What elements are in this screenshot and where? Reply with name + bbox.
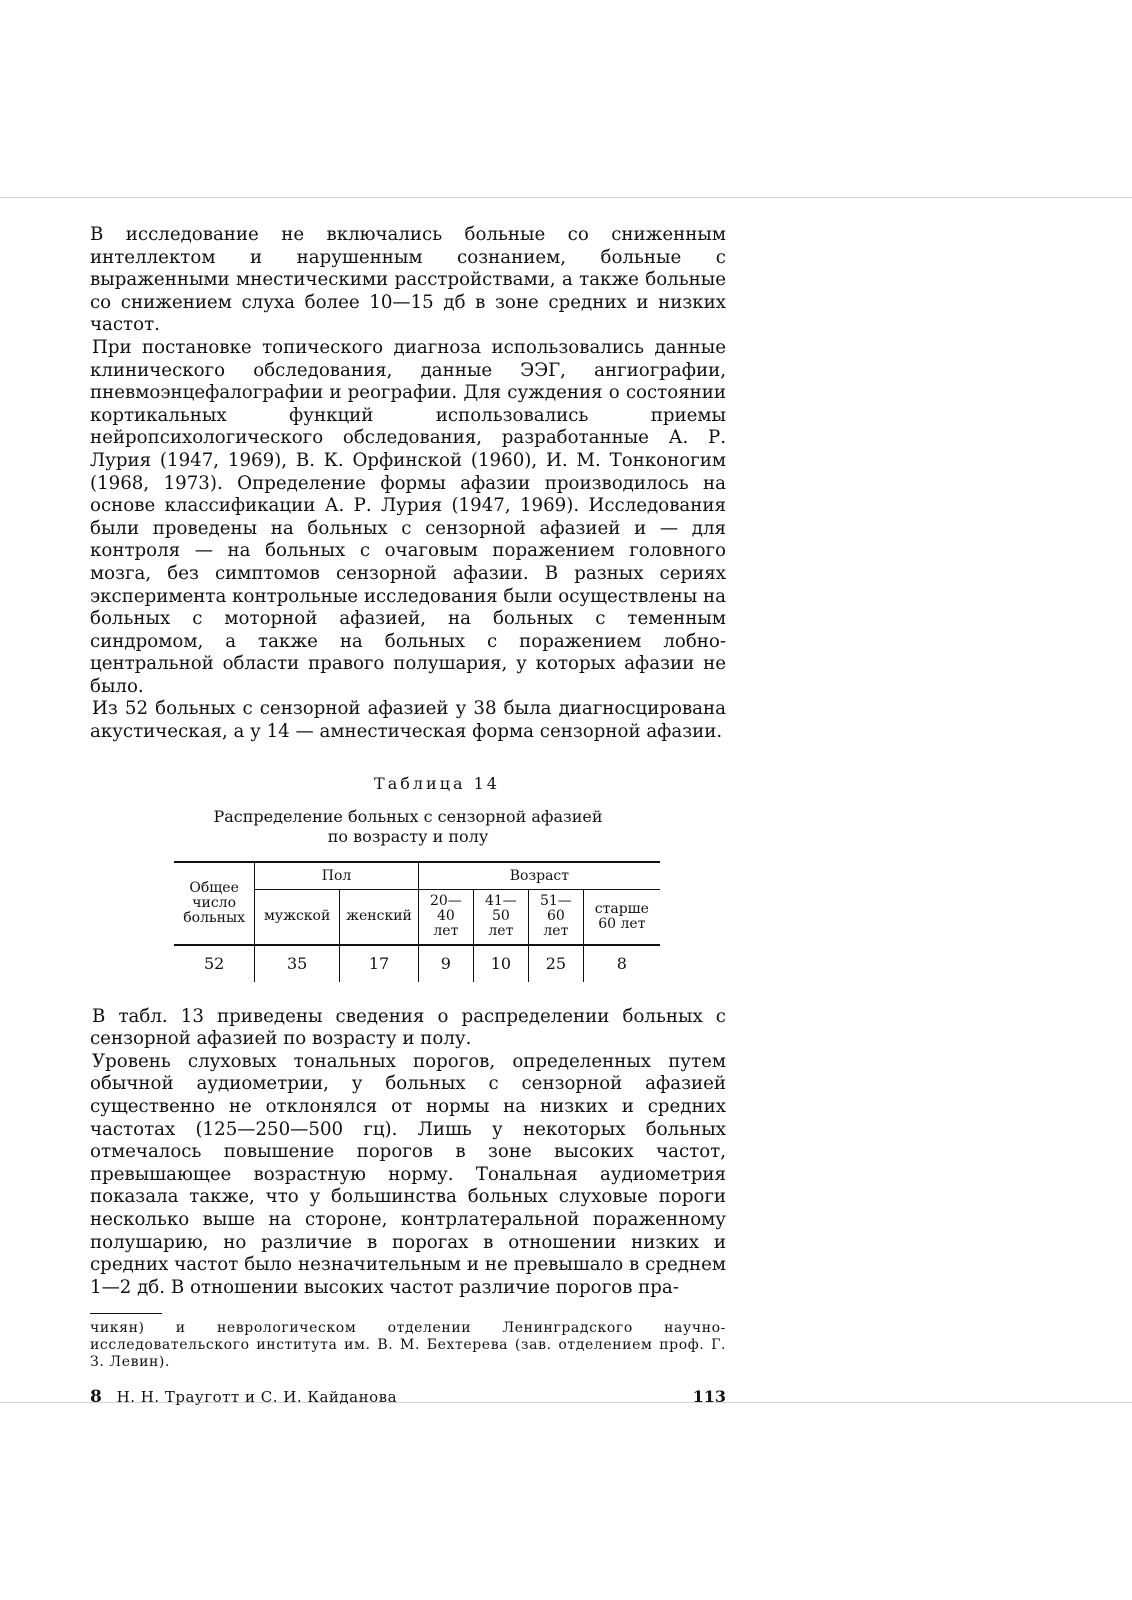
header-age-51-60: 51—60 лет — [528, 889, 583, 945]
cell-female: 17 — [340, 945, 419, 982]
header-male: мужской — [255, 889, 340, 945]
header-age-41-50: 41—50 лет — [473, 889, 528, 945]
paragraph-exclusion-criteria: В исследование не включались больные со сниженным интеллектом и нарушенным сознанием, больные с выраженными мнестическими расстройствами, а также больные со снижением слуха более 10—15 дб в зоне средних и низких частот. — [90, 224, 726, 336]
header-age-group: Возраст — [418, 862, 660, 890]
footnote: чикян) и неврологическом отделении Ленинградского научно-исследовательского института им. В. М. Бехтерева (зав. отделением проф. Г. З. Левин). — [90, 1320, 726, 1371]
footer-authors: Н. Н. Трауготт и С. И. Кайданова — [116, 1388, 398, 1407]
table-caption-line-2: по возрасту и полу — [327, 826, 489, 846]
cell-age-over-60: 8 — [583, 945, 660, 982]
cell-age-20-40: 9 — [418, 945, 473, 982]
signature-mark: 8 — [90, 1387, 102, 1408]
paragraph-audiometry: Уровень слуховых тональных порогов, определенных путем обычной аудиометрии, у больных с сензорной афазией существенно не отклонялся от нормы на низких и средних частотах (125—250—500 гц). Лишь у некоторых больных отмечалось повышение порогов в зоне высоких частот, превышающее возрастную норму. Тональная аудиометрия показала также, что у большинства больных слуховые пороги несколько выше на стороне, контрлатеральной пораженному полушарию, но различие в порогах в отношении низких и средних частот было незначительным и не превышало в среднем 1—2 дб. В отношении высоких частот различие порогов пра- — [90, 1050, 726, 1298]
table-label: Таблица 14 — [374, 773, 500, 793]
text-after-table — [90, 1006, 726, 1300]
header-sex-group: Пол — [255, 862, 419, 890]
distribution-table — [174, 861, 660, 982]
footnote-divider — [90, 1313, 162, 1314]
paragraph-diagnosis-methods: При постановке топического диагноза использовались данные клинического обследования, данные ЭЭГ, ангиографии, пневмоэнцефалографии и реографии. Для суждения о состоянии кортикальных функций использовались приемы нейропсихологического обследования, разработанные А. Р. Лурия (1947, 1969), В. К. Орфинской (1960), И. М. Тонконогим (1968, 1973). Определение формы афазии производилось на основе классификации А. Р. Лурия (1947, 1969). Исследования были проведены на больных с сензорной афазией и — для контроля — на больных с очаговым поражением головного мозга, без симптомов сензорной афазии. В разных сериях эксперимента контрольные исследования были осуществлены на больных с моторной афазией, на больных с теменным синдромом, а также на больных с поражением лобно-центральной области правого полушария, у которых афазии не было. — [90, 336, 726, 697]
footer-left — [90, 1387, 397, 1407]
paragraph-patient-counts: Из 52 больных с сензорной афазией у 38 была диагносцирована акустическая, а у 14 — амнестическая форма сензорной афазии. — [90, 698, 726, 743]
header-age-20-40: 20—40 лет — [418, 889, 473, 945]
header-female: женский — [340, 889, 419, 945]
table-caption-line-1: Распределение больных с сензорной афазией — [213, 806, 603, 826]
table-caption — [90, 807, 726, 847]
page-top-edge — [0, 197, 1132, 198]
table-row — [174, 945, 660, 982]
page-number: 113 — [692, 1387, 726, 1407]
cell-age-41-50: 10 — [473, 945, 528, 982]
book-page — [90, 224, 726, 1407]
header-total-patients: Общее число больных — [174, 862, 255, 945]
paragraph-table-reference: В табл. 13 приведены сведения о распределении больных с сензорной афазией по возрасту и полу. — [90, 1005, 726, 1050]
page-footer — [90, 1387, 726, 1407]
cell-age-51-60: 25 — [528, 945, 583, 982]
header-age-over-60: старше 60 лет — [583, 889, 660, 945]
cell-total: 52 — [203, 954, 225, 974]
cell-male: 35 — [255, 945, 340, 982]
table-wrapper — [108, 861, 726, 982]
table-block — [90, 774, 726, 982]
